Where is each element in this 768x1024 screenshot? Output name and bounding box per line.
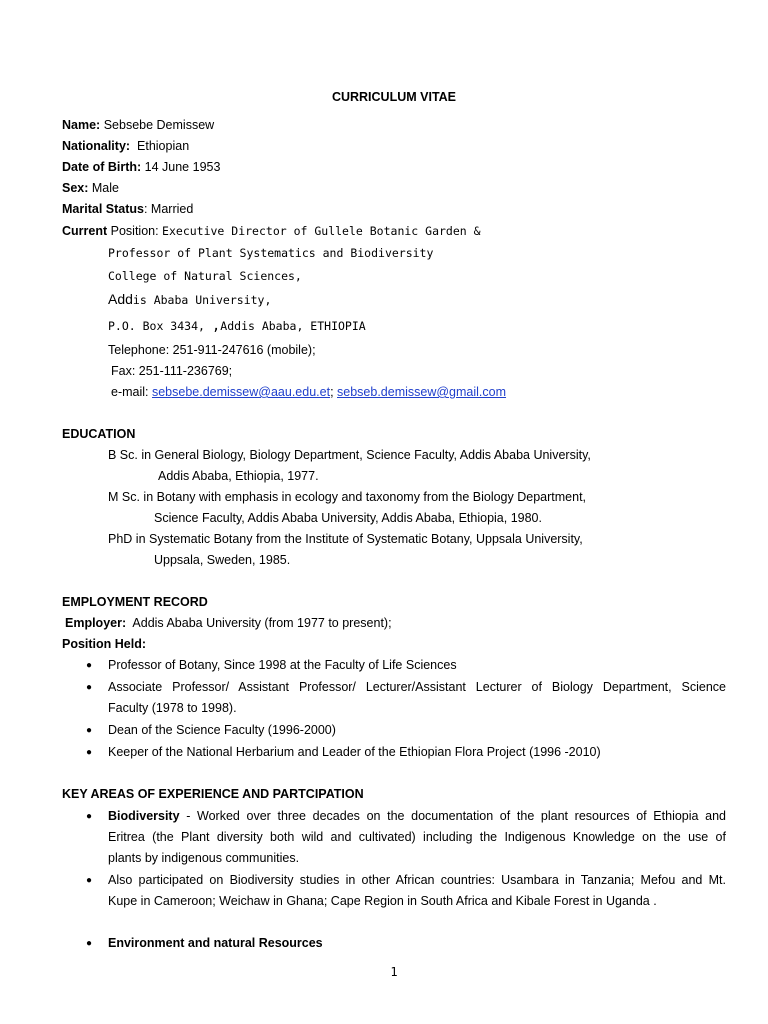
biodiversity-line2: Eritrea (the Plant diversity both wild and cultivated) including the Indigenous Knowledge on the use of [108,830,726,844]
fax-line: Fax: 251-111-236769; [111,364,233,378]
nationality-label: Nationality: [62,139,131,153]
education-msc-line2: Science Faculty, Addis Ababa University, Addis Ababa, Ethiopia, 1980. [154,511,542,525]
bullet-icon: ● [86,682,93,693]
bullet-icon: ● [86,938,93,949]
education-heading: EDUCATION [62,427,136,441]
employment-item-3: Dean of the Science Faculty (1996-2000) [108,723,336,737]
key-areas-heading: KEY AREAS OF EXPERIENCE AND PARTCIPATION [62,787,364,801]
bullet-icon: ● [86,811,93,822]
name-value: Sebsebe Demissew [103,118,215,132]
name-line [62,115,214,136]
dob-label: Date of Birth: [62,160,142,174]
pobox-part-b: Addis Ababa, ETHIOPIA [220,319,366,333]
telephone-line: Telephone: 251-911-247616 (mobile); [108,343,316,357]
employment-item-2: Associate Professor/ Assistant Professor/ Lecturer/Assistant Lecturer of Biology Department, Science [108,680,726,694]
education-phd-line2: Uppsala, Sweden, 1985. [154,553,291,567]
university-prefix: Add [108,291,133,307]
education-bsc-line2: Addis Ababa, Ethiopia, 1977. [158,469,319,483]
employer-line [65,613,392,634]
employment-item-1: Professor of Botany, Since 1998 at the Faculty of Life Sciences [108,658,457,672]
pobox-line [108,316,366,337]
biodiversity-label: Biodiversity [108,809,180,823]
marital-line [62,199,193,220]
email-label: e-mail: [111,385,152,399]
education-phd-line1: PhD in Systematic Botany from the Institute of Systematic Botany, Uppsala University, [108,532,583,546]
position-label-rest: Position: [107,224,163,238]
email-link-gmail[interactable]: sebseb.demissew@gmail.com [337,385,507,399]
document-title: CURRICULUM VITAE [331,90,457,104]
environment-heading: Environment and natural Resources [108,936,323,950]
bullet-icon: ● [86,660,93,671]
position-line-2: Professor of Plant Systematics and Biodiversity [108,246,434,260]
marital-value: : Married [143,202,194,216]
bullet-icon: ● [86,747,93,758]
sex-value: Male [91,181,119,195]
university-line [108,289,271,311]
position-label: Current [62,224,108,238]
employment-item-4: Keeper of the National Herbarium and Leader of the Ethiopian Flora Project (1996 -2010) [108,745,601,759]
education-bsc-line1: B Sc. in General Biology, Biology Department, Science Faculty, Addis Ababa University, [108,448,591,462]
pobox-comma: , [211,318,221,334]
name-label: Name: [62,118,101,132]
email-separator: ; [330,385,338,399]
employer-label: Employer: [65,616,127,630]
university-rest: is Ababa University, [132,293,272,307]
education-msc-line1: M Sc. in Botany with emphasis in ecology and taxonomy from the Biology Department, [108,490,587,504]
bullet-icon: ● [86,725,93,736]
dob-line [62,157,220,178]
sex-line [62,178,119,199]
biodiversity-line3: plants by indigenous communities. [108,851,300,865]
africa-line2: Kupe in Cameroon; Weichaw in Ghana; Cape Region in South Africa and Kibale Forest in Uganda . [108,894,657,908]
email-link-aau[interactable]: sebsebe.demissew@aau.edu.et [151,385,331,399]
position-line-1: Executive Director of Gullele Botanic Garden & [162,224,481,238]
employer-value: Addis Ababa University (from 1977 to present); [132,616,392,630]
position-line [62,221,481,242]
nationality-line [62,136,189,157]
position-held-label: Position Held: [62,637,147,651]
employment-item-2-cont: Faculty (1978 to 1998). [108,701,237,715]
biodiversity-line1: Biodiversity - Worked over three decades on the documentation of the plant resources of Ethiopia and [108,809,726,823]
marital-label: Marital Status [62,202,144,216]
bullet-icon: ● [86,875,93,886]
pobox-part-a: P.O. Box 3434, [108,319,212,333]
nationality-value: Ethiopian [137,139,190,153]
employment-heading: EMPLOYMENT RECORD [62,595,208,609]
sex-label: Sex: [62,181,89,195]
page-number: 1 [390,965,398,979]
africa-line1: Also participated on Biodiversity studies in other African countries: Usambara in Tanzania; Mefou and Mt. [108,873,726,887]
email-line [111,382,506,403]
position-line-3: College of Natural Sciences, [108,269,302,283]
dob-value: 14 June 1953 [144,160,221,174]
